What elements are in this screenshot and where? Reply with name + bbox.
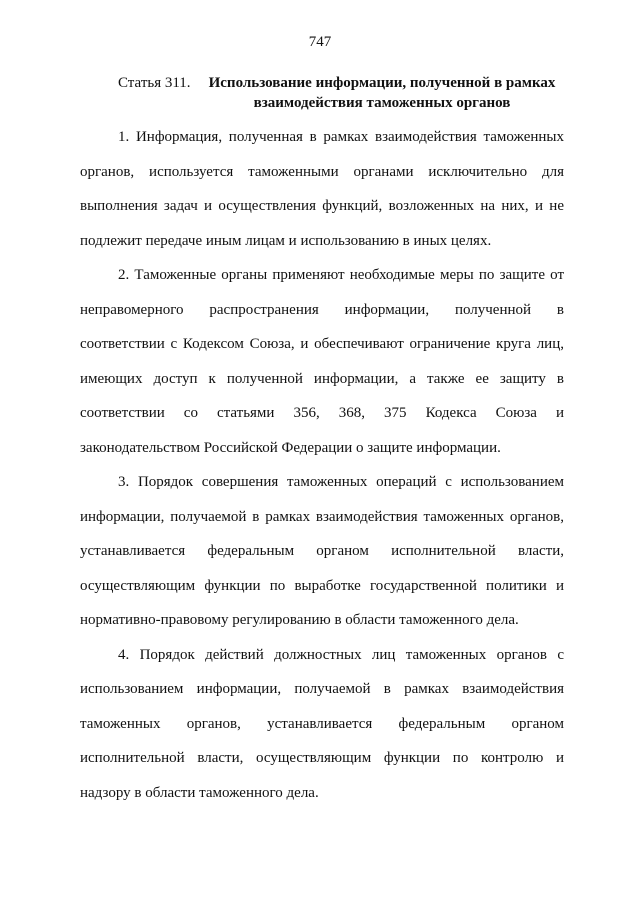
paragraph-2: 2. Таможенные органы применяют необходимые меры по защите от неправомерного распространения информации, полученной в соответствии с Кодексом Союза, и обеспечивают ограничение круга лиц, имеющих доступ к полученной информации, а также ее защиту в соответствии со статьями 356, 368, 375 Кодекса Союза и законодательством Российской Федерации о защите информации.	[80, 267, 564, 456]
article-heading	[118, 73, 588, 113]
paragraph-1: 1. Информация, полученная в рамках взаимодействия таможенных органов, используется таможенными органами исключительно для выполнения задач и осуществления функций, возложенных на них, и не подлежит передаче иным лицам и использованию в иных целях.	[80, 129, 564, 249]
paragraph-3: 3. Порядок совершения таможенных операций с использованием информации, получаемой в рамках взаимодействия таможенных органов, устанавливается федеральным органом исполнительной власти, осуществляющим функции по выработке государственной политики и нормативно-правовому регулированию в области таможенного дела.	[80, 474, 564, 628]
article-title: Использование информации, полученной в рамках взаимодействия таможенных органов	[208, 75, 556, 111]
article-number: Статья 311.	[118, 75, 191, 91]
paragraph-4: 4. Порядок действий должностных лиц таможенных органов с использованием информации, получаемой в рамках взаимодействия таможенных органов, устанавливается федеральным органом исполнительной власти, осуществляющим функции по контролю и надзору в области таможенного дела.	[80, 646, 564, 801]
article-body	[80, 120, 564, 810]
page-number: 747	[308, 34, 332, 50]
